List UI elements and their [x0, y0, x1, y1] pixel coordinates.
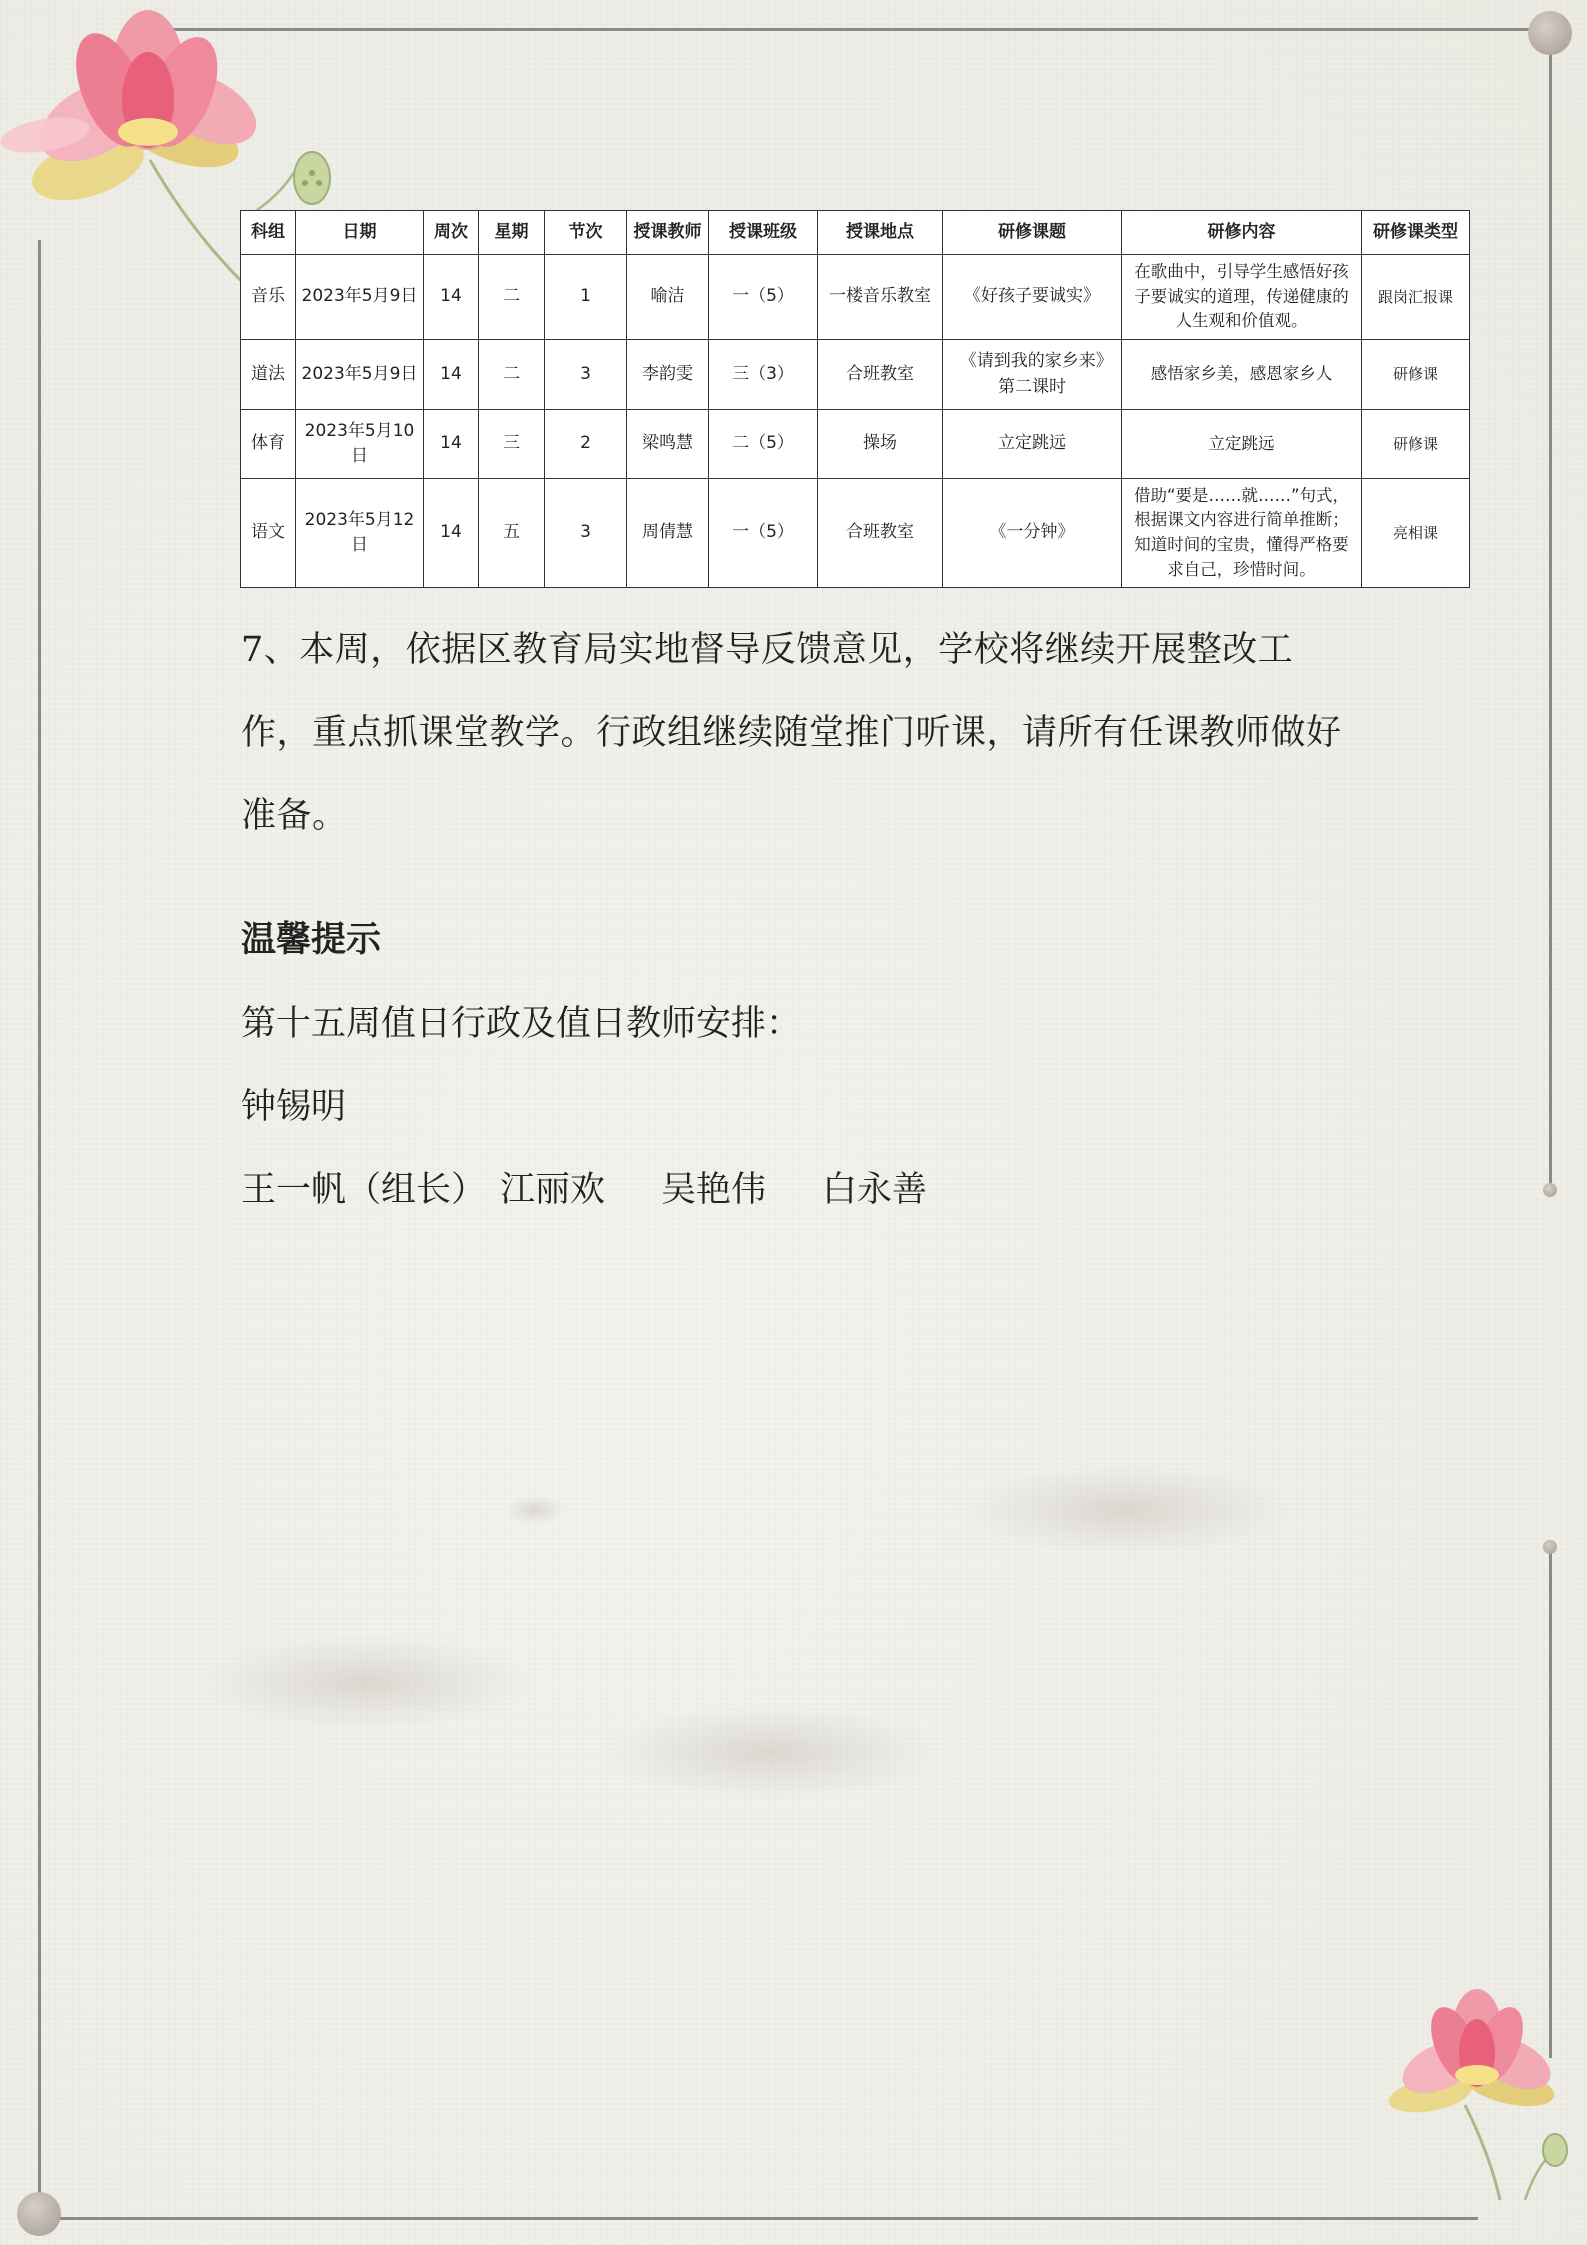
column-header: 授课教师 — [627, 211, 709, 255]
column-header: 研修内容 — [1122, 211, 1362, 255]
cell-subject: 体育 — [241, 410, 296, 479]
duty-admin-name: 钟锡明 — [241, 1087, 347, 1127]
cell-content: 立定跳远 — [1122, 410, 1362, 479]
cell-week: 14 — [424, 479, 479, 588]
water-ripple — [600, 1705, 940, 1800]
cell-content: 感悟家乡美，感恩家乡人 — [1122, 340, 1362, 410]
frame-right-line — [1549, 1548, 1552, 2058]
duty-arrangement-heading: 第十五周值日行政及值日教师安排： — [241, 1004, 802, 1044]
frame-knob — [17, 2192, 61, 2236]
cell-location: 合班教室 — [818, 340, 943, 410]
cell-type: 亮相课 — [1362, 479, 1470, 588]
frame-knob — [1543, 1183, 1557, 1197]
table-row — [241, 340, 1470, 410]
cell-weekday: 二 — [479, 255, 545, 340]
water-ripple — [200, 1635, 530, 1730]
cell-content: 在歌曲中，引导学生感悟好孩子要诚实的道理，传递健康的人生观和价值观。 — [1122, 255, 1362, 340]
notice-paragraph: 7、本周，依据区教育局实地督导反馈意见，学校将继续开展整改工作，重点抓课堂教学。行政组继续随堂推门听课，请所有任课教师做好准备。 — [241, 630, 1342, 836]
cell-period: 3 — [545, 340, 627, 410]
cell-class: 三（3） — [709, 340, 818, 410]
column-header: 科组 — [241, 211, 296, 255]
cell-subject: 音乐 — [241, 255, 296, 340]
column-header: 研修课类型 — [1362, 211, 1470, 255]
cell-content: 借助“要是……就……”句式，根据课文内容进行简单推断；知道时间的宝贵，懂得严格要求自己，珍惜时间。 — [1122, 479, 1362, 588]
water-ripple — [960, 1465, 1290, 1555]
cell-week: 14 — [424, 340, 479, 410]
frame-bottom-line — [38, 2217, 1478, 2220]
cell-teacher: 梁鸣慧 — [627, 410, 709, 479]
cell-date: 2023年5月10日 — [296, 410, 424, 479]
cell-date: 2023年5月12日 — [296, 479, 424, 588]
cell-weekday: 二 — [479, 340, 545, 410]
table-row — [241, 479, 1470, 588]
cell-weekday: 五 — [479, 479, 545, 588]
duty-teacher-name: 白永善 — [822, 1170, 928, 1210]
column-header: 日期 — [296, 211, 424, 255]
cell-type: 跟岗汇报课 — [1362, 255, 1470, 340]
cell-class: 一（5） — [709, 255, 818, 340]
cell-teacher: 周倩慧 — [627, 479, 709, 588]
cell-weekday: 三 — [479, 410, 545, 479]
cell-location: 合班教室 — [818, 479, 943, 588]
frame-left-line — [38, 240, 41, 2218]
column-header: 星期 — [479, 211, 545, 255]
cell-teacher: 李韵雯 — [627, 340, 709, 410]
cell-date: 2023年5月9日 — [296, 340, 424, 410]
column-header: 授课地点 — [818, 211, 943, 255]
column-header: 研修课题 — [943, 211, 1122, 255]
duty-teacher-name: 王一帆（组长） — [241, 1170, 487, 1210]
duty-teacher-name: 吴艳伟 — [661, 1170, 767, 1210]
cell-location: 操场 — [818, 410, 943, 479]
duty-teacher-name: 江丽欢 — [500, 1170, 606, 1210]
tips-title: 温馨提示 — [241, 919, 382, 960]
cell-class: 二（5） — [709, 410, 818, 479]
cell-topic: 《好孩子要诚实》 — [943, 255, 1122, 340]
frame-right-line — [1549, 28, 1552, 1190]
frame-knob — [1543, 1540, 1557, 1554]
cell-period: 1 — [545, 255, 627, 340]
water-ripple — [505, 1495, 565, 1525]
table-header-row — [241, 211, 1470, 255]
lotus-flower-icon — [1385, 1985, 1587, 2230]
cell-class: 一（5） — [709, 479, 818, 588]
cell-subject: 语文 — [241, 479, 296, 588]
cell-period: 2 — [545, 410, 627, 479]
cell-location: 一楼音乐教室 — [818, 255, 943, 340]
cell-week: 14 — [424, 410, 479, 479]
table-row — [241, 255, 1470, 340]
cell-topic: 《请到我的家乡来》第二课时 — [943, 340, 1122, 410]
cell-teacher: 喻洁 — [627, 255, 709, 340]
cell-topic: 立定跳远 — [943, 410, 1122, 479]
column-header: 节次 — [545, 211, 627, 255]
column-header: 授课班级 — [709, 211, 818, 255]
cell-topic: 《一分钟》 — [943, 479, 1122, 588]
cell-period: 3 — [545, 479, 627, 588]
column-header: 周次 — [424, 211, 479, 255]
research-lesson-schedule-table — [240, 210, 1470, 588]
cell-subject: 道法 — [241, 340, 296, 410]
table-row — [241, 410, 1470, 479]
frame-top-line — [150, 28, 1550, 31]
cell-type: 研修课 — [1362, 340, 1470, 410]
frame-knob — [1528, 11, 1572, 55]
cell-type: 研修课 — [1362, 410, 1470, 479]
duty-teacher-list — [241, 1166, 927, 1214]
cell-date: 2023年5月9日 — [296, 255, 424, 340]
cell-week: 14 — [424, 255, 479, 340]
